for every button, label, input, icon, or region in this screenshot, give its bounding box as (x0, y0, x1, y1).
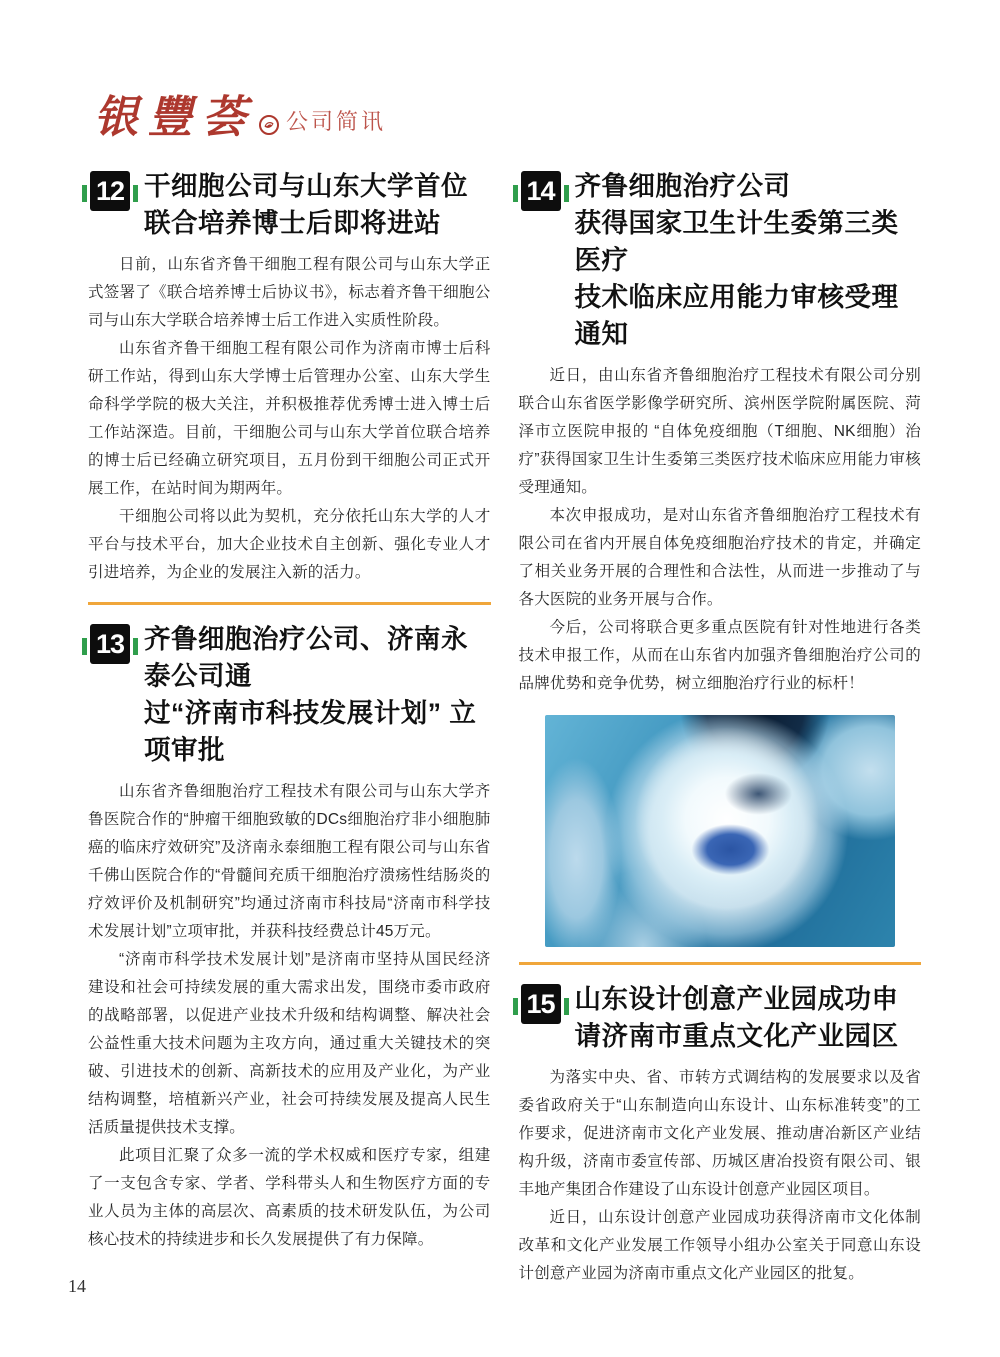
article-number: 12 (95, 175, 125, 206)
article-15-header (519, 981, 922, 1055)
article-title-line: 请济南市重点文化产业园区 (574, 1021, 899, 1051)
article-15 (519, 981, 922, 1288)
section-label: 公司简讯 (286, 109, 387, 134)
article-number: 15 (526, 988, 555, 1019)
badge-green-bar-left (513, 185, 518, 202)
article-paragraph: 为落实中央、省、市转方式调结构的发展要求以及省委省政府关于“山东制造向山东设计、山东标准转变”的工作要求，促进济南市文化产业发展、推动唐冶新区产业结构升级，济南市委宣传部、历城区唐冶投资有限公司、银丰地产集团合作建设了山东设计创意产业园区项目。 (518, 1069, 921, 1198)
article-14 (519, 168, 922, 698)
badge-green-bar-left (82, 185, 87, 202)
right-column (519, 168, 922, 1288)
section-divider (88, 602, 491, 605)
article-number: 13 (95, 628, 125, 659)
article-paragraph: 日前，山东省齐鲁干细胞工程有限公司与山东大学正式签署了《联合培养博士后协议书》，标志着齐鲁干细胞公司与山东大学联合培养博士后工作进入实质性阶段。 (88, 256, 491, 329)
badge-green-bar-left (82, 638, 87, 655)
article-paragraph: “济南市科学技术发展计划”是济南市坚持从国民经济建设和社会可持续发展的重大需求出发，围绕市委市政府的战略部署，以促进产业技术升级和结构调整、解决社会公益性重大技术问题为主攻方向，通过重大关键技术的突破、引进技术的创新、高新技术的应用及产业化，为产业结构调整，培植新兴产业，社会可持续发展及提高人民生活质量提供技术支撑。 (88, 951, 491, 1136)
page-number: 14 (68, 1276, 86, 1296)
section-divider (519, 962, 922, 965)
article-number: 14 (526, 175, 555, 206)
article-title (575, 168, 922, 353)
article-title-line: 齐鲁细胞治疗公司 (574, 171, 791, 201)
article-number-badge (521, 171, 561, 211)
article-title (144, 168, 468, 242)
article-12-header (88, 168, 491, 242)
badge-green-bar-right (133, 638, 138, 655)
article-title-line: 获得国家卫生计生委第三类医疗 (574, 208, 899, 275)
article-paragraph: 今后，公司将联合更多重点医院有针对性地进行各类技术申报工作，从而在山东省内加强齐鲁细胞治疗公司的品牌优势和竞争优势，树立细胞治疗行业的标杆！ (518, 619, 921, 692)
article-paragraph: 干细胞公司将以此为契机，充分依托山东大学的人才平台与技术平台，加大企业技术自主创新、强化专业人才引进培养，为企业的发展注入新的活力。 (88, 508, 491, 581)
badge-green-bar-right (564, 185, 569, 202)
article-title-line: 过“济南市科技发展计划” 立项审批 (144, 698, 477, 765)
article-number-badge (90, 624, 130, 664)
article-title-line: 联合培养博士后即将进站 (144, 208, 441, 238)
article-13-header (88, 621, 491, 769)
article-12 (88, 168, 491, 587)
badge-green-bar-right (564, 998, 569, 1015)
article-title-line: 技术临床应用能力审核受理通知 (574, 282, 899, 349)
article-number-badge (90, 171, 130, 211)
article-paragraph: 近日，山东设计创意产业园成功获得济南市文化体制改革和文化产业发展工作领导小组办公室关于同意山东设计创意产业园为济南市重点文化产业园区的批复。 (518, 1209, 921, 1282)
article-paragraph: 此项目汇聚了众多一流的学术权威和医疗专家，组建了一支包含专家、学者、学科带头人和生物医疗方面的专业人员为主体的高层次、高素质的技术研发队伍，为公司核心技术的持续进步和长久发展提供了有力保障。 (88, 1147, 491, 1248)
article-title-line: 齐鲁细胞治疗公司、济南永泰公司通 (144, 624, 468, 691)
article-paragraph: 山东省齐鲁干细胞工程有限公司作为济南市博士后科研工作站，得到山东大学博士后管理办公室、山东大学生命科学学院的极大关注，并积极推荐优秀博士进入博士后工作站深造。目前，干细胞公司与山东大学首位联合培养的博士后已经确立研究项目，五月份到干细胞公司正式开展工作，在站时间为期两年。 (88, 340, 491, 497)
left-column (88, 168, 491, 1288)
article-title (144, 621, 491, 769)
article-paragraph: 山东省齐鲁细胞治疗工程技术有限公司与山东大学齐鲁医院合作的“肿瘤干细胞致敏的DCs细胞治疗非小细胞肺癌的临床疗效研究”及济南永泰细胞工程有限公司与山东省千佛山医院合作的“骨髓间充质干细胞治疗溃疡性结肠炎的疗效评价及机制研究”均通过济南市科技局“济南市科学技术发展计划”立项审批，并获科技经费总计45万元。 (88, 783, 491, 940)
badge-green-bar-right (133, 185, 138, 202)
article-title-line: 山东设计创意产业园成功申 (574, 984, 899, 1014)
article-13 (88, 621, 491, 1254)
article-title-line: 干细胞公司与山东大学首位 (144, 171, 468, 201)
badge-green-bar-left (513, 998, 518, 1015)
article-paragraph: 本次申报成功，是对山东省齐鲁细胞治疗工程技术有限公司在省内开展自体免疫细胞治疗技术的肯定，并确定了相关业务开展的合理性和合法性，从而进一步推动了与各大医院的业务开展与合作。 (518, 507, 921, 608)
article-14-header (519, 168, 922, 353)
petri-dish-lab-photo (545, 715, 895, 947)
article-paragraph: 近日，由山东省齐鲁细胞治疗工程技术有限公司分别联合山东省医学影像学研究所、滨州医学院附属医院、菏泽市立医院申报的 “自体免疫细胞（T细胞、NK细胞）治疗”获得国家卫生计生委第三类医疗技术临床应用能力审核受理通知。 (518, 367, 921, 496)
two-column-layout (88, 168, 921, 1288)
page-header (94, 78, 921, 143)
swirl-icon (258, 114, 280, 136)
article-number-badge (521, 984, 561, 1024)
article-title (575, 981, 899, 1055)
company-logo: 银豐荟 (94, 92, 256, 143)
